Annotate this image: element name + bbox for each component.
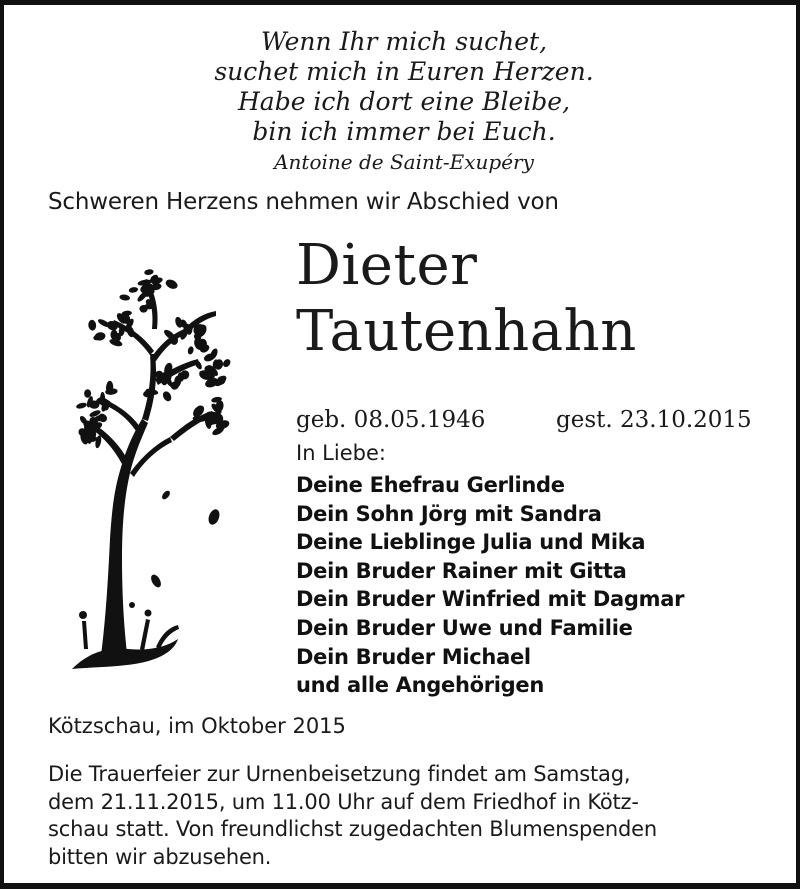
quote-line: suchet mich in Euren Herzen. — [214, 57, 594, 86]
leaf-icon — [128, 286, 138, 293]
leaf-icon — [164, 278, 179, 291]
in-love-label: In Liebe: — [296, 441, 386, 465]
death-date: gest. 23.10.2015 — [556, 407, 752, 433]
birth-date: geb. 08.05.1946 — [296, 407, 486, 433]
list-item: Dein Bruder Uwe und Familie — [296, 615, 633, 640]
leaf-icon — [161, 390, 173, 403]
deceased-last-name: Tautenhahn — [296, 299, 637, 364]
leaf-icon — [75, 402, 87, 410]
quote-line: Habe ich dort eine Bleibe, — [237, 87, 571, 116]
leaf-icon — [88, 319, 97, 331]
farewell-intro: Schweren Herzens nehmen wir Abschied von — [48, 189, 559, 215]
memorial-quote — [4, 27, 800, 177]
list-item: und alle Angehörigen — [296, 673, 544, 698]
tree-silhouette-icon — [70, 259, 242, 671]
place-and-date: Kötzschau, im Oktober 2015 — [48, 714, 346, 738]
list-item: Dein Bruder Michael — [296, 644, 531, 669]
leaf-icon — [144, 269, 154, 276]
notice-line: bitten wir abzusehen. — [48, 844, 272, 869]
quote-line: Wenn Ihr mich suchet, — [260, 27, 548, 56]
quote-line: bin ich immer bei Euch. — [252, 117, 556, 146]
deceased-name — [296, 233, 637, 365]
list-item: Deine Lieblinge Julia und Mika — [296, 530, 646, 555]
list-item: Dein Bruder Winfried mit Dagmar — [296, 587, 685, 612]
list-item: Deine Ehefrau Gerlinde — [296, 473, 565, 497]
notice-line: dem 21.11.2015, um 11.00 Uhr auf dem Friedhof in Kötz- — [48, 789, 639, 814]
quote-author: Antoine de Saint-Exupéry — [274, 150, 534, 174]
notice-line: Die Trauerfeier zur Urnenbeisetzung findet am Samstag, — [48, 762, 631, 786]
leaf-icon — [84, 389, 91, 398]
list-item: Dein Bruder Rainer mit Gitta — [296, 558, 627, 583]
leaf-icon — [187, 346, 195, 355]
list-item: Dein Sohn Jörg mit Sandra — [296, 501, 602, 526]
leaf-icon — [119, 294, 130, 301]
notice-line: schau statt. Von freundlichst zugedachten Blumenspenden — [48, 817, 657, 841]
mourner-list — [296, 471, 684, 700]
deceased-first-name: Dieter — [296, 233, 478, 298]
funeral-notice — [48, 761, 768, 871]
